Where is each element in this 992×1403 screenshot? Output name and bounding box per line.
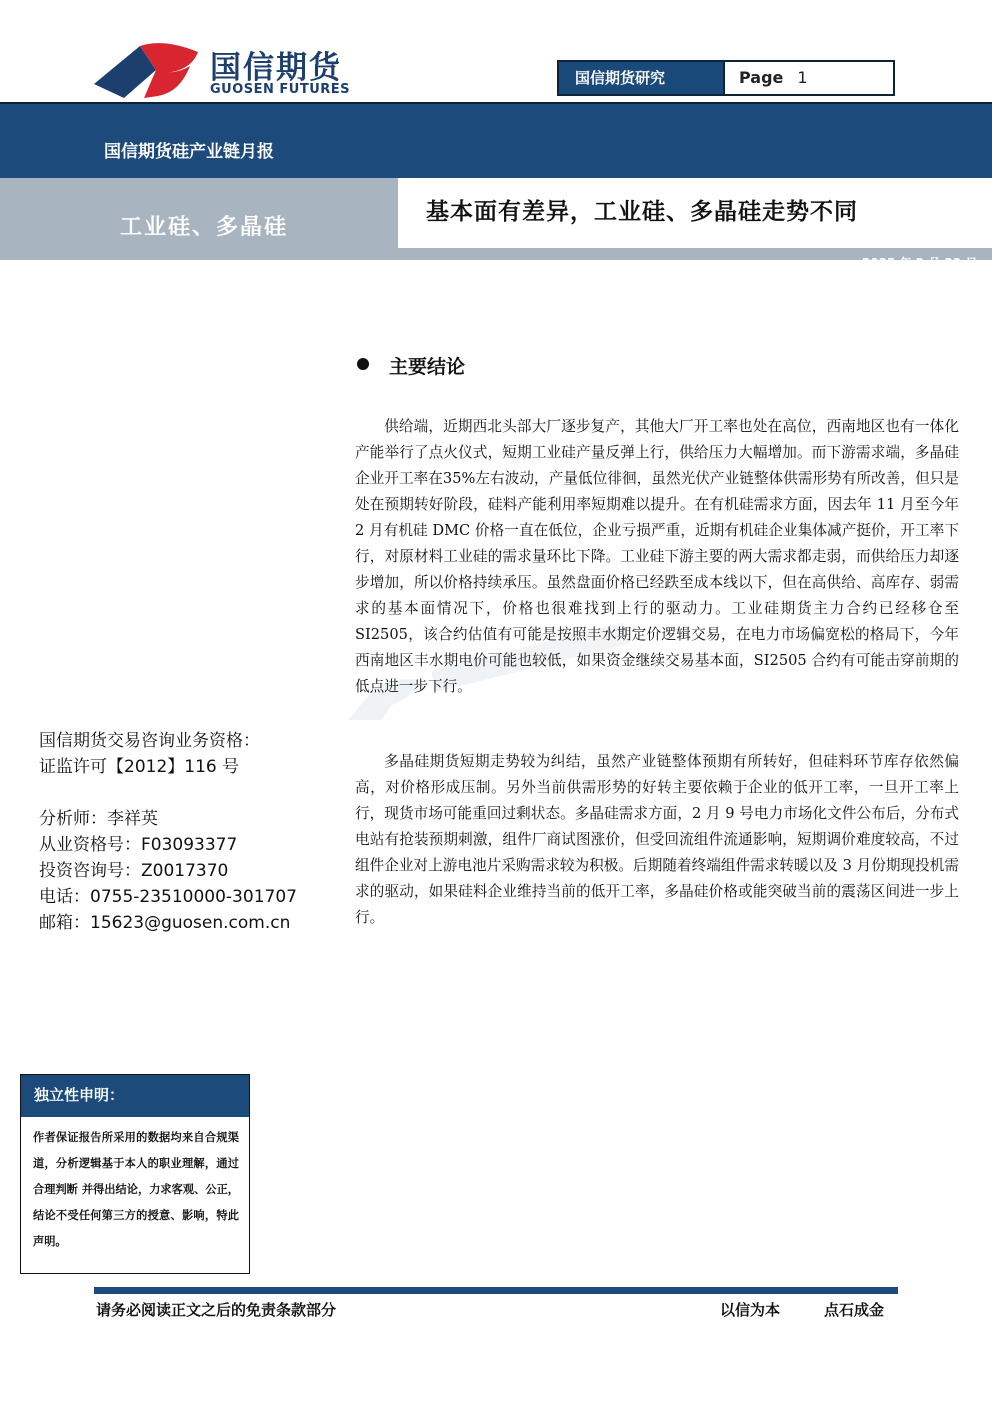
page-label: Page bbox=[739, 68, 784, 87]
qualification-line: 国信期货交易咨询业务资格： bbox=[39, 731, 260, 751]
analyst-email: 邮箱：15623@guosen.com.cn bbox=[39, 913, 291, 933]
guosen-logo-icon bbox=[94, 40, 200, 100]
footer-disclaimer: 请务必阅读正文之后的免责条款部分 bbox=[96, 1301, 337, 1319]
analyst-name: 分析师：李祥英 bbox=[39, 809, 158, 829]
footer-slogan: 点石成金 bbox=[824, 1301, 885, 1319]
footer-divider bbox=[94, 1287, 898, 1294]
body-paragraph: 多晶硅期货短期走势较为纠结，虽然产业链整体预期有所转好，但硅料环节库存依然偏高，对价格形成压制。另外当前供需形势的好转主要依赖于企业的低开工率，一旦开工率上行，现货市场可能重回过剩状态。多晶硅需求方面，2 月 9 号电力市场化文件公布后，分布式电站有抢装预期刺激，组件厂商试图涨价，但受回流组件流通影响，短期调价难度较高，不过组件企业对上游电池片采购需求较为积极。后期随着终端组件需求转暖以及 3 月份期现投机需求的驱动，如果硅料企业维持当前的低开工率，多晶硅价格或能突破当前的震荡区间进一步上行。 bbox=[355, 753, 959, 926]
advisory-number: 投资咨询号：Z0017370 bbox=[39, 861, 229, 881]
section-heading: 主要结论 bbox=[389, 356, 466, 378]
declaration-title: 独立性申明： bbox=[21, 1075, 249, 1117]
logo-text-en: GUOSEN FUTURES bbox=[210, 82, 351, 97]
analyst-license: 从业资格号：F03093377 bbox=[39, 835, 238, 855]
page-title: 基本面有差异，工业硅、多晶硅走势不同 bbox=[426, 198, 858, 225]
report-date: 2025 年 2 月 23 日 bbox=[862, 256, 978, 270]
bullet-icon bbox=[357, 358, 369, 370]
declaration-text: 作者保证报告所采用的数据均来自合规渠道，分析逻辑基于本人的职业理解，通过合理判断 并得出结论，力求客观、公正，结论不受任何第三方的授意、影响，特此声明。 bbox=[33, 1131, 239, 1248]
page-indicator bbox=[725, 60, 895, 96]
report-series-title: 国信期货硅产业链月报 bbox=[104, 142, 274, 162]
research-label: 国信期货研究 bbox=[557, 60, 725, 96]
body-paragraph: 供给端，近期西北头部大厂逐步复产，其他大厂开工率也处在高位，西南地区也有一体化产能举行了点火仪式，短期工业硅产量反弹上行，供给压力大幅增加。而下游需求端，多晶硅企业开工率在35%左右波动，产量低位徘徊，虽然光伏产业链整体供需形势有所改善，但只是处在预期转好阶段，硅料产能利用率短期难以提升。在有机硅需求方面，因去年 11 月至今年 2 月有机硅 DMC 价格一直在低位，企业亏损严重，近期有机硅企业集体减产挺价，开工率下行，对原材料工业硅的需求量环比下降。工业硅下游主要的两大需求都走弱，而供给压力却逐步增加，所以价格持续承压。虽然盘面价格已经跌至成本线以下，但在高供给、高库存、弱需求的基本面情况下，价格也很难找到上行的驱动力。工业硅期货主力合约已经移仓至 SI2505，该合约估值有可能是按照丰水期定价逻辑交易，在电力市场偏宽松的格局下，今年西南地区丰水期电价可能也较低，如果资金继续交易基本面，SI2505 合约有可能击穿前期的低点进一步下行。 bbox=[355, 418, 959, 695]
license-number-line: 证监许可【2012】116 号 bbox=[39, 757, 240, 777]
page-number: 1 bbox=[797, 68, 808, 87]
footer-slogan: 以信为本 bbox=[720, 1301, 781, 1319]
logo-text-cn: 国信期货 bbox=[210, 50, 342, 86]
subject-label: 工业硅、多晶硅 bbox=[120, 215, 289, 240]
analyst-phone: 电话：0755-23510000-301707 bbox=[39, 887, 297, 907]
